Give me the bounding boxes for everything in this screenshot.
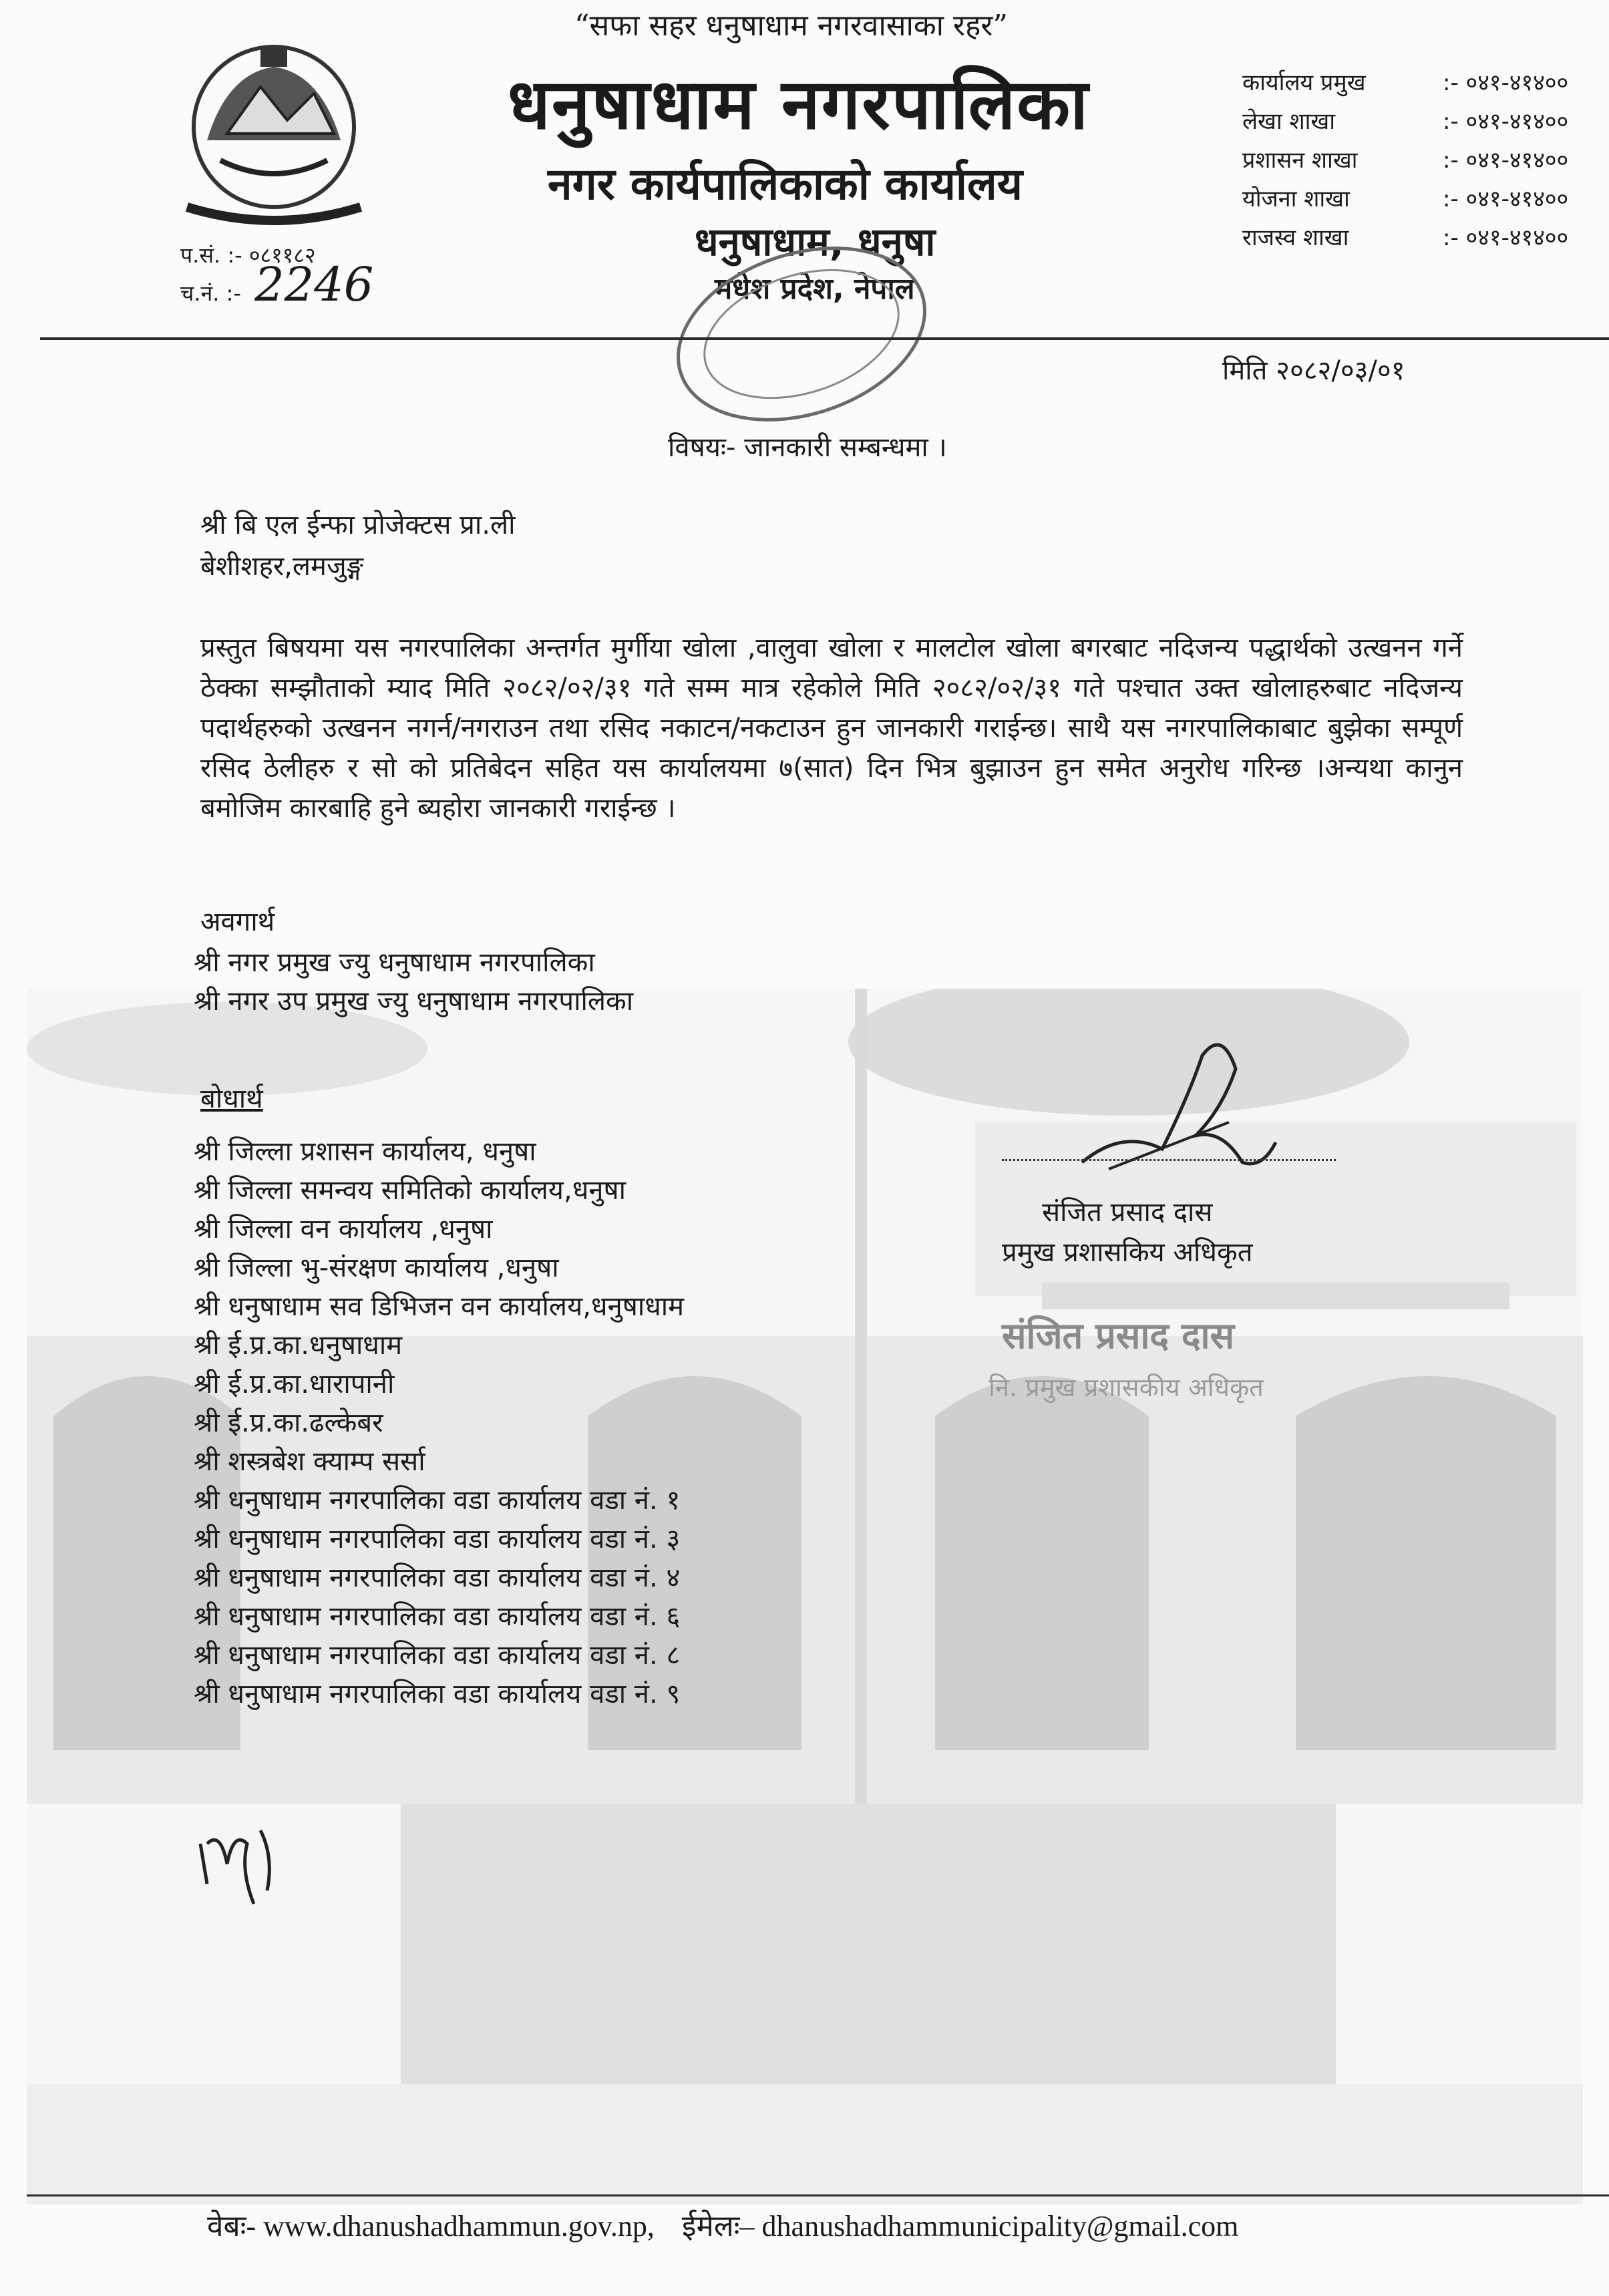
addressee-address: बेशीशहर,लमजुङ्ग <box>200 551 363 582</box>
contact-list <box>1242 63 1568 257</box>
contact-phone: :- ०४१-४१४०० <box>1443 108 1569 135</box>
cc-item: श्री जिल्ला वन कार्यालय ,धनुषा <box>194 1214 493 1245</box>
cc-item: श्री जिल्ला समन्वय समितिको कार्यालय,धनुषा <box>194 1175 626 1206</box>
initials-signature-icon <box>194 1804 287 1911</box>
footer-email[interactable]: ईमेलः– dhanushadhammunicipality@gmail.com <box>681 2210 1239 2243</box>
contact-phone: :- ०४१-४१४०० <box>1443 186 1569 212</box>
cc-item: श्री धनुषाधाम नगरपालिका वडा कार्यालय वडा नं. ९ <box>194 1679 681 1709</box>
contact-row <box>1242 141 1568 180</box>
reference-cn-handwritten: 2246 <box>254 257 374 312</box>
letter-subject: विषयः- जानकारी सम्बन्धमा । <box>668 432 947 463</box>
cc-item: श्री ई.प्र.का.ढल्केबर <box>194 1408 383 1438</box>
nepal-emblem-icon <box>160 33 387 227</box>
contact-row <box>1242 102 1568 141</box>
reference-block <box>180 240 374 312</box>
cc-item: श्री ई.प्र.का.धारापानी <box>194 1369 395 1400</box>
footer-divider <box>27 2194 1609 2196</box>
contact-phone: :- ०४१-४१४०० <box>1443 224 1569 251</box>
contact-row <box>1242 63 1568 102</box>
municipality-title: धनुषाधाम नगरपालिका <box>508 63 1090 145</box>
signature-line <box>1002 1159 1336 1161</box>
office-stamp-icon <box>661 240 942 428</box>
header-slogan: “सफा सहर धनुषाधाम नगरवासाका रहर” <box>574 9 1008 43</box>
stamp-title: नि. प्रमुख प्रशासकीय अधिकृत <box>989 1373 1264 1402</box>
office-city: धनुषाधाम, धनुषा <box>695 219 936 265</box>
stamp-name: संजित प्रसाद दास <box>1002 1315 1234 1357</box>
contact-label: प्रशासन शाखा <box>1242 147 1358 174</box>
info-item: श्री नगर उप प्रमुख ज्यु धनुषाधाम नगरपालिका <box>194 986 634 1017</box>
cc-item: श्री धनुषाधाम सव डिभिजन वन कार्यालय,धनुषाधाम <box>194 1291 685 1322</box>
office-subtitle: नगर कार्यपालिकाको कार्यालय <box>548 158 1023 210</box>
cc-item: श्री जिल्ला प्रशासन कार्यालय, धनुषा <box>194 1136 536 1167</box>
header-divider <box>40 337 1609 340</box>
info-title: अवगार्थ <box>200 907 275 937</box>
contact-row <box>1242 218 1568 257</box>
footer-website[interactable]: वेबः- www.dhanushadhammun.gov.np, <box>207 2210 655 2243</box>
contact-label: कार्यालय प्रमुख <box>1242 69 1366 96</box>
cc-item: श्री धनुषाधाम नगरपालिका वडा कार्यालय वडा नं. ८ <box>194 1640 681 1671</box>
cc-item: श्री धनुषाधाम नगरपालिका वडा कार्यालय वडा नं. ६ <box>194 1601 681 1632</box>
cc-title: बोधार्थ <box>200 1084 263 1114</box>
contact-phone: :- ०४१-४१४०० <box>1443 69 1569 96</box>
reference-cn <box>180 257 374 312</box>
cc-item: श्री धनुषाधाम नगरपालिका वडा कार्यालय वडा नं. १ <box>194 1485 681 1516</box>
office-province: मधेश प्रदेश, नेपाल <box>715 272 915 306</box>
info-item: श्री नगर प्रमुख ज्यु धनुषाधाम नगरपालिका <box>194 947 595 978</box>
signatory-block <box>1002 1192 1253 1273</box>
cc-item: श्री धनुषाधाम नगरपालिका वडा कार्यालय वडा नं. ४ <box>194 1563 681 1593</box>
contact-phone: :- ०४१-४१४०० <box>1443 147 1569 174</box>
cc-list <box>194 1132 684 1713</box>
cc-item: श्री धनुषाधाम नगरपालिका वडा कार्यालय वडा नं. ३ <box>194 1524 681 1554</box>
signatory-title: प्रमुख प्रशासकिय अधिकृत <box>1002 1237 1253 1268</box>
contact-label: योजना शाखा <box>1242 186 1350 212</box>
contact-label: राजस्व शाखा <box>1242 224 1349 251</box>
contact-label: लेखा शाखा <box>1242 108 1336 135</box>
reference-cn-label: च.नं. :- <box>180 281 241 306</box>
letter-body: प्रस्तुत बिषयमा यस नगरपालिका अन्तर्गत मुर्गीया खोला ,वालुवा खोला र मालटोल खोला बगरबाट नदिजन्य पद्धार्थको उत्खनन गर्ने ठेक्का सम्झौताको म्याद मिति २०८२/०२/३१ गते सम्म मात्र रहेकोले मिति २०८२/०२/३१ गते पश्चात उक्त खोलाहरुबाट नदिजन्य पदार्थहरुको उत्खनन नगर्न/नगराउन तथा रसिद नकाटन/नकटाउन हुन जानकारी गराईन्छ। साथै यस नगरपालिकाबाट बुझेका सम्पूर्ण रसिद ठेलीहरु र सो को प्रतिबेदन सहित यस कार्यालयमा ७(सात) दिन भित्र बुझाउन हुन समेत अनुरोध गरिन्छ ।अन्यथा कानुन बमोजिम कारबाहि हुने ब्यहोरा जानकारी गराईन्छ । <box>200 633 1463 824</box>
info-list <box>194 943 633 1021</box>
letter-date: मिति २०८२/०३/०१ <box>1222 355 1405 386</box>
cc-item: श्री ई.प्र.का.धनुषाधाम <box>194 1330 403 1361</box>
footer <box>207 2204 1258 2245</box>
addressee-name: श्री बि एल ईन्फा प्रोजेक्टस प्रा.ली <box>200 510 516 540</box>
signatory-name: संजित प्रसाद दास <box>1042 1197 1213 1228</box>
contact-row <box>1242 180 1568 218</box>
cc-item: श्री शस्त्रबेश क्याम्प सर्सा <box>194 1446 425 1477</box>
cc-item: श्री जिल्ला भु-संरक्षण कार्यालय ,धनुषा <box>194 1253 559 1283</box>
reference-ps: प.सं. :- ०८११८२ <box>180 242 316 268</box>
addressee-block <box>200 504 515 587</box>
